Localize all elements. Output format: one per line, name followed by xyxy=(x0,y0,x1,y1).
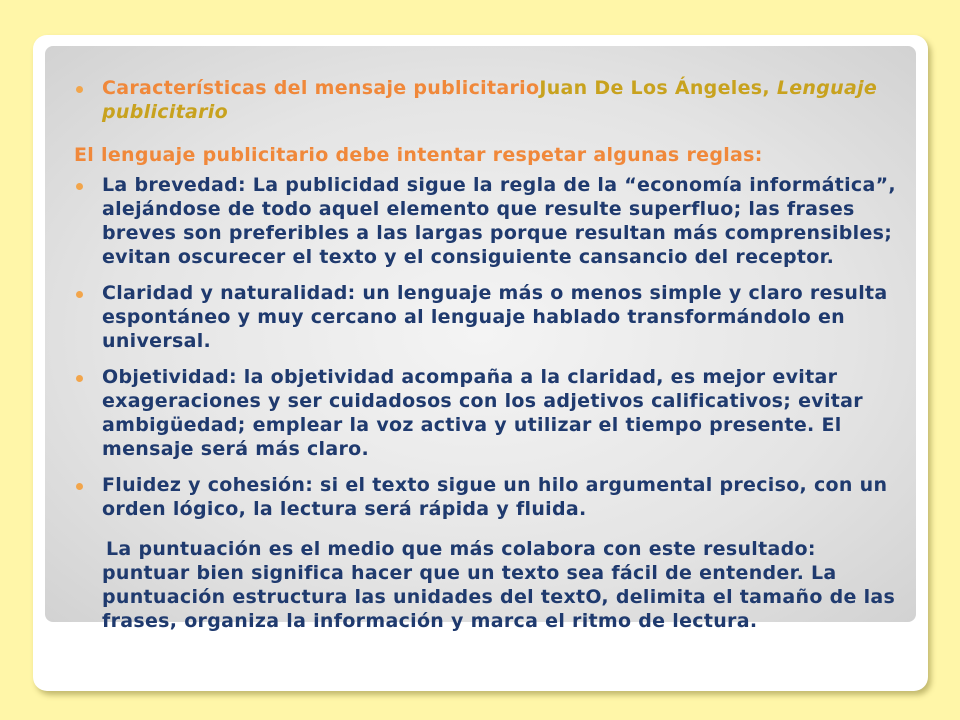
rule-bullet-fluidez xyxy=(74,473,910,521)
source-title: Características del mensaje publicitario xyxy=(102,77,540,99)
rule-text: Fluidez y cohesión: si el texto sigue un hilo argumental preciso, con un orden lógico, la lectura será rápida y fluida. xyxy=(102,474,888,520)
rule-text: Objetividad: la objetividad acompaña a la claridad, es mejor evitar exageraciones y ser cuidadosos con los adjetivos calificativos; evitar ambigüedad; emplear la voz activa y utilizar el tiempo presente. El mensaje será más claro. xyxy=(102,366,863,460)
bullet-icon xyxy=(76,483,83,490)
bullet-icon xyxy=(76,291,83,298)
bullet-icon xyxy=(76,183,83,190)
source-work: Lenguaje publicitario xyxy=(102,77,878,123)
source-author: Juan De Los Ángeles, xyxy=(539,77,770,99)
rule-text: Claridad y naturalidad: un lenguaje más o menos simple y claro resulta espontáneo y muy cercano al lenguaje hablado transformándolo en universal. xyxy=(102,282,888,352)
intro-heading: El lenguaje publicitario debe intentar respetar algunas reglas: xyxy=(74,144,763,166)
source-bullet xyxy=(74,76,910,124)
closing-paragraph: La puntuación es el medio que más colabora con este resultado: puntuar bien significa hacer que un texto sea fácil de entender. La puntuación estructura las unidades del textO, delimita el tamaño de las frases, organiza la información y marca el ritmo de lectura. xyxy=(102,538,896,632)
rule-bullet-objetividad xyxy=(74,365,910,461)
rule-text: La brevedad: La publicidad sigue la regla de la “economía informática”, alejándose de todo aquel elemento que resulte superfluo; las frases breves son preferibles a las largas porque resultan más comprensibles; evitan oscurecer el texto y el consiguiente cansancio del receptor. xyxy=(102,174,896,268)
rule-bullet-brevedad xyxy=(74,173,910,269)
rule-bullet-claridad xyxy=(74,281,910,353)
bullet-icon xyxy=(76,86,83,93)
bullet-icon xyxy=(76,375,83,382)
slide-content xyxy=(74,76,910,633)
